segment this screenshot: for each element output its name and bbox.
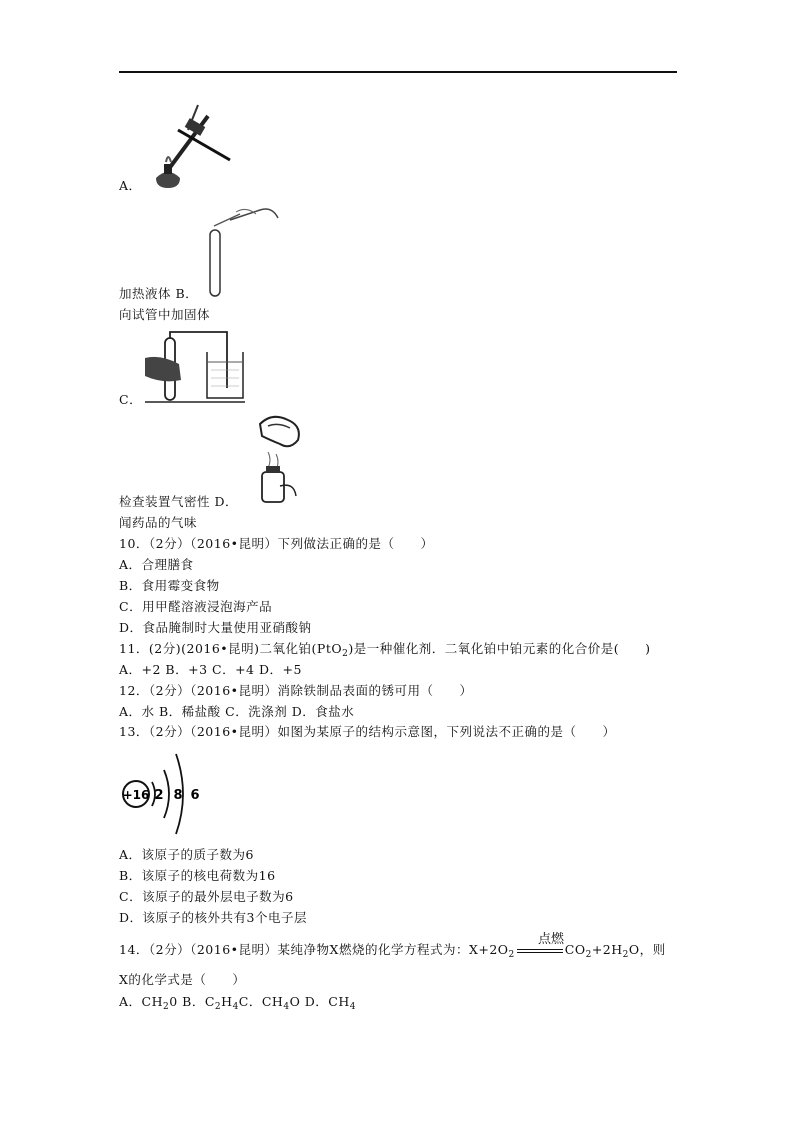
q14-opt-a-sub: 2	[163, 1002, 170, 1012]
reaction-arrow	[515, 946, 565, 956]
q11-stem-sub: 2	[342, 649, 349, 659]
q14-opt-b-sub1: 2	[214, 1002, 222, 1012]
q10-option-b: B．食用霉变食物	[119, 578, 220, 593]
figure-heating-liquid	[138, 100, 248, 192]
q10-option-d: D．食品腌制时大量使用亚硝酸钠	[119, 620, 312, 635]
q11-stem-post: )是一种催化剂．二氧化铂中铂元素的化合价是( )	[348, 641, 651, 656]
q14-prod2: +2H	[591, 942, 623, 957]
q14-opt-c-sub: 4	[283, 1002, 290, 1012]
shell-2-electrons: 8	[173, 788, 183, 803]
q14-opt-b-sub2: 4	[232, 1002, 239, 1012]
q10-stem: 10．（2分）（2016•昆明）下列做法正确的是（ ）	[119, 536, 434, 551]
q14-stem-post: O，则	[628, 942, 666, 957]
header-rule	[119, 71, 677, 73]
option-d-caption: 闻药品的气味	[119, 515, 198, 530]
q14-opt-c-post: O D．CH	[289, 994, 350, 1009]
q12-stem: 12．（2分）（2016•昆明）消除铁制品表面的锈可用（ ）	[119, 683, 473, 698]
shell-1-electrons: 2	[154, 788, 164, 803]
q14-prod1: CO	[564, 942, 586, 957]
option-c-label: C．	[119, 392, 143, 407]
q14-sub1: 2	[508, 950, 515, 960]
q13-option-b: B．该原子的核电荷数为16	[119, 868, 276, 883]
q14-opt-a-pre: A．CH	[119, 994, 163, 1009]
option-a-caption: 加热液体	[119, 286, 172, 301]
q14-line2: X的化学式是（ ）	[119, 972, 246, 987]
q14-stem-pre: 14．（2分）（2016•昆明）某纯净物X燃烧的化学方程式为：X+2O	[119, 942, 509, 957]
shell-3-electrons: 6	[190, 788, 200, 803]
q14-opt-d-sub: 4	[349, 1002, 357, 1012]
nucleus-charge: +16	[122, 788, 150, 802]
option-b-caption: 向试管中加固体	[119, 307, 211, 322]
q13-option-d: D．该原子的核外共有3个电子层	[119, 910, 307, 925]
reaction-condition: 点燃	[538, 932, 565, 947]
option-b-label: B．	[175, 286, 199, 301]
atom-structure-diagram	[118, 748, 218, 836]
q14-opt-a-post: 0 B．C	[169, 994, 215, 1009]
option-c-caption: 检查装置气密性	[119, 494, 211, 509]
q11-stem-pre: 11．(2分)(2016•昆明)二氧化铂(PtO	[119, 641, 343, 656]
figure-air-tightness	[145, 328, 250, 404]
q14-options	[119, 994, 356, 1010]
q10-option-a: A．合理膳食	[119, 557, 194, 572]
figure-adding-solid	[200, 200, 290, 300]
q11-options: A．+2 B．+3 C．+4 D．+5	[119, 662, 302, 677]
q14-opt-b-post: C．CH	[238, 994, 284, 1009]
q14-sub3: 2	[622, 950, 629, 960]
q10-option-c: C．用甲醛溶液浸泡海产品	[119, 599, 273, 614]
q14-sub2: 2	[585, 950, 592, 960]
q11-stem	[119, 641, 650, 657]
q13-option-c: C．该原子的最外层电子数为6	[119, 889, 294, 904]
figure-smelling	[250, 412, 310, 506]
option-a-label: A．	[119, 178, 142, 193]
option-d-label: D．	[214, 494, 239, 509]
q14-opt-b-mid: H	[221, 994, 233, 1009]
q14-stem	[119, 942, 666, 958]
q13-option-a: A．该原子的质子数为6	[119, 847, 254, 862]
q12-options: A．水 B．稀盐酸 C．洗涤剂 D．食盐水	[119, 704, 355, 719]
q13-stem: 13．（2分）（2016•昆明）如图为某原子的结构示意图，下列说法不正确的是（ ）	[119, 724, 616, 739]
